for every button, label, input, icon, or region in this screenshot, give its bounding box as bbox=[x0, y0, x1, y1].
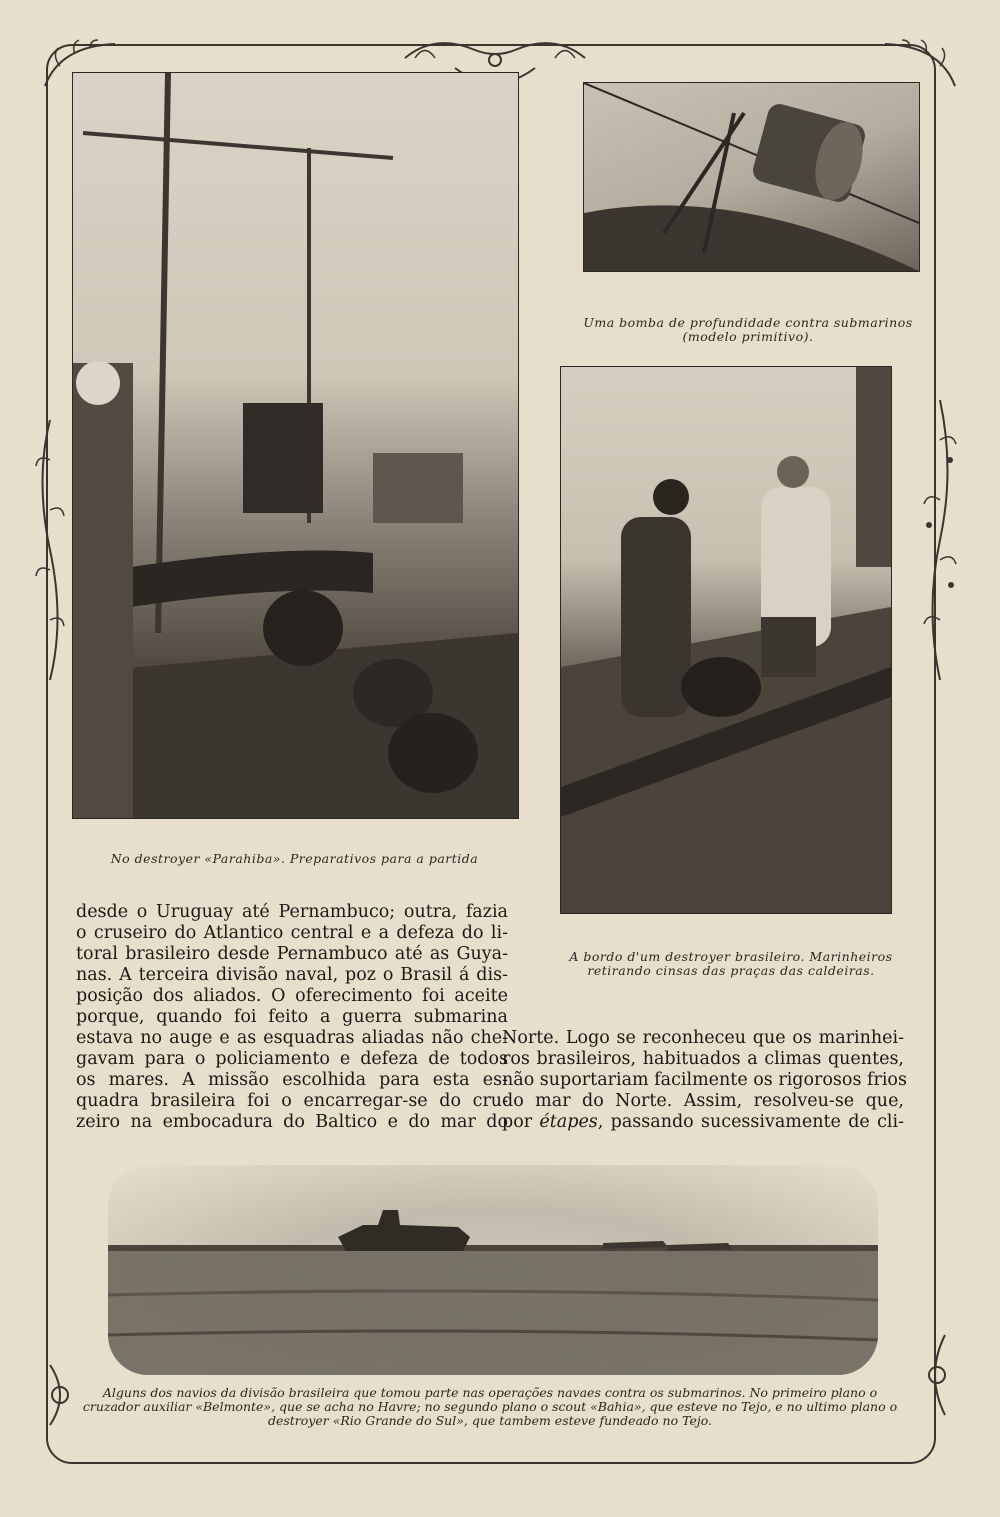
caption-sailors-boiler-ash: A bordo d'um destroyer brasileiro. Marinheiros retirando cinsas das praças das caldeiras. bbox=[569, 949, 893, 978]
article-line: nas. A terceira divisão naval, poz o Brasil á dis- bbox=[76, 965, 508, 985]
photo-sailors-boiler-ash bbox=[560, 366, 892, 914]
article-line: desde o Uruguay até Pernambuco; outra, fazia bbox=[76, 902, 508, 922]
article-line: toral brasileiro desde Pernambuco até as Guya- bbox=[76, 944, 508, 964]
article-line: quadra brasileira foi o encarregar-se do cru- bbox=[76, 1091, 508, 1111]
article-line: posição dos aliados. O oferecimento foi aceite bbox=[76, 986, 508, 1006]
article-left-column bbox=[76, 902, 508, 1133]
article-line: do mar do Norte. Assim, resolveu-se que, bbox=[502, 1091, 904, 1111]
article-line: estava no auge e as esquadras aliadas não che- bbox=[76, 1028, 508, 1048]
article-text: , passando sucessivamente de cli- bbox=[597, 1112, 905, 1132]
article-line: gavam para o policiamento e defeza de todos bbox=[76, 1049, 508, 1069]
photo-destroyer-parahiba bbox=[72, 72, 519, 819]
article-line-last bbox=[502, 1112, 904, 1133]
article-line: zeiro na embocadura do Baltico e do mar do bbox=[76, 1112, 508, 1132]
article-line: os mares. A missão escolhida para esta es- bbox=[76, 1070, 508, 1090]
article-emphasis: étapes bbox=[539, 1112, 598, 1132]
article-line: não suportariam facilmente os rigorosos frios bbox=[502, 1070, 907, 1090]
article-text: por bbox=[502, 1112, 540, 1132]
photo-depth-charge bbox=[583, 82, 920, 272]
article-right-column bbox=[502, 1028, 907, 1133]
article-line: ros brasileiros, habituados a climas quentes, bbox=[502, 1049, 904, 1069]
caption-fleet-at-sea: Alguns dos navios da divisão brasileira que tomou parte nas operações navaes contra os submarinos. No primeiro plano o cruzador auxiliar «Belmonte», que se acha no Havre; no segundo plano o scout «Bahia», que esteve no Tejo, e no ultimo plano o destroyer «Rio Grande do Sul», que tambem esteve fundeado no Tejo. bbox=[82, 1385, 898, 1428]
caption-depth-charge: Uma bomba de profundidade contra submarinos (modelo primitivo). bbox=[583, 315, 913, 344]
photo-fleet-at-sea bbox=[108, 1165, 878, 1375]
caption-destroyer-parahiba: No destroyer «Parahiba». Preparativos para a partida bbox=[110, 851, 479, 866]
bottom-right-knot-icon bbox=[905, 1330, 965, 1420]
right-side-vine-icon bbox=[915, 400, 965, 680]
article-line: o cruseiro do Atlantico central e a defeza do li- bbox=[76, 923, 508, 943]
left-side-vine-icon bbox=[30, 420, 70, 680]
article-line: Norte. Logo se reconheceu que os marinhei- bbox=[502, 1028, 904, 1048]
article-line: porque, quando foi feito a guerra submarina bbox=[76, 1007, 508, 1027]
